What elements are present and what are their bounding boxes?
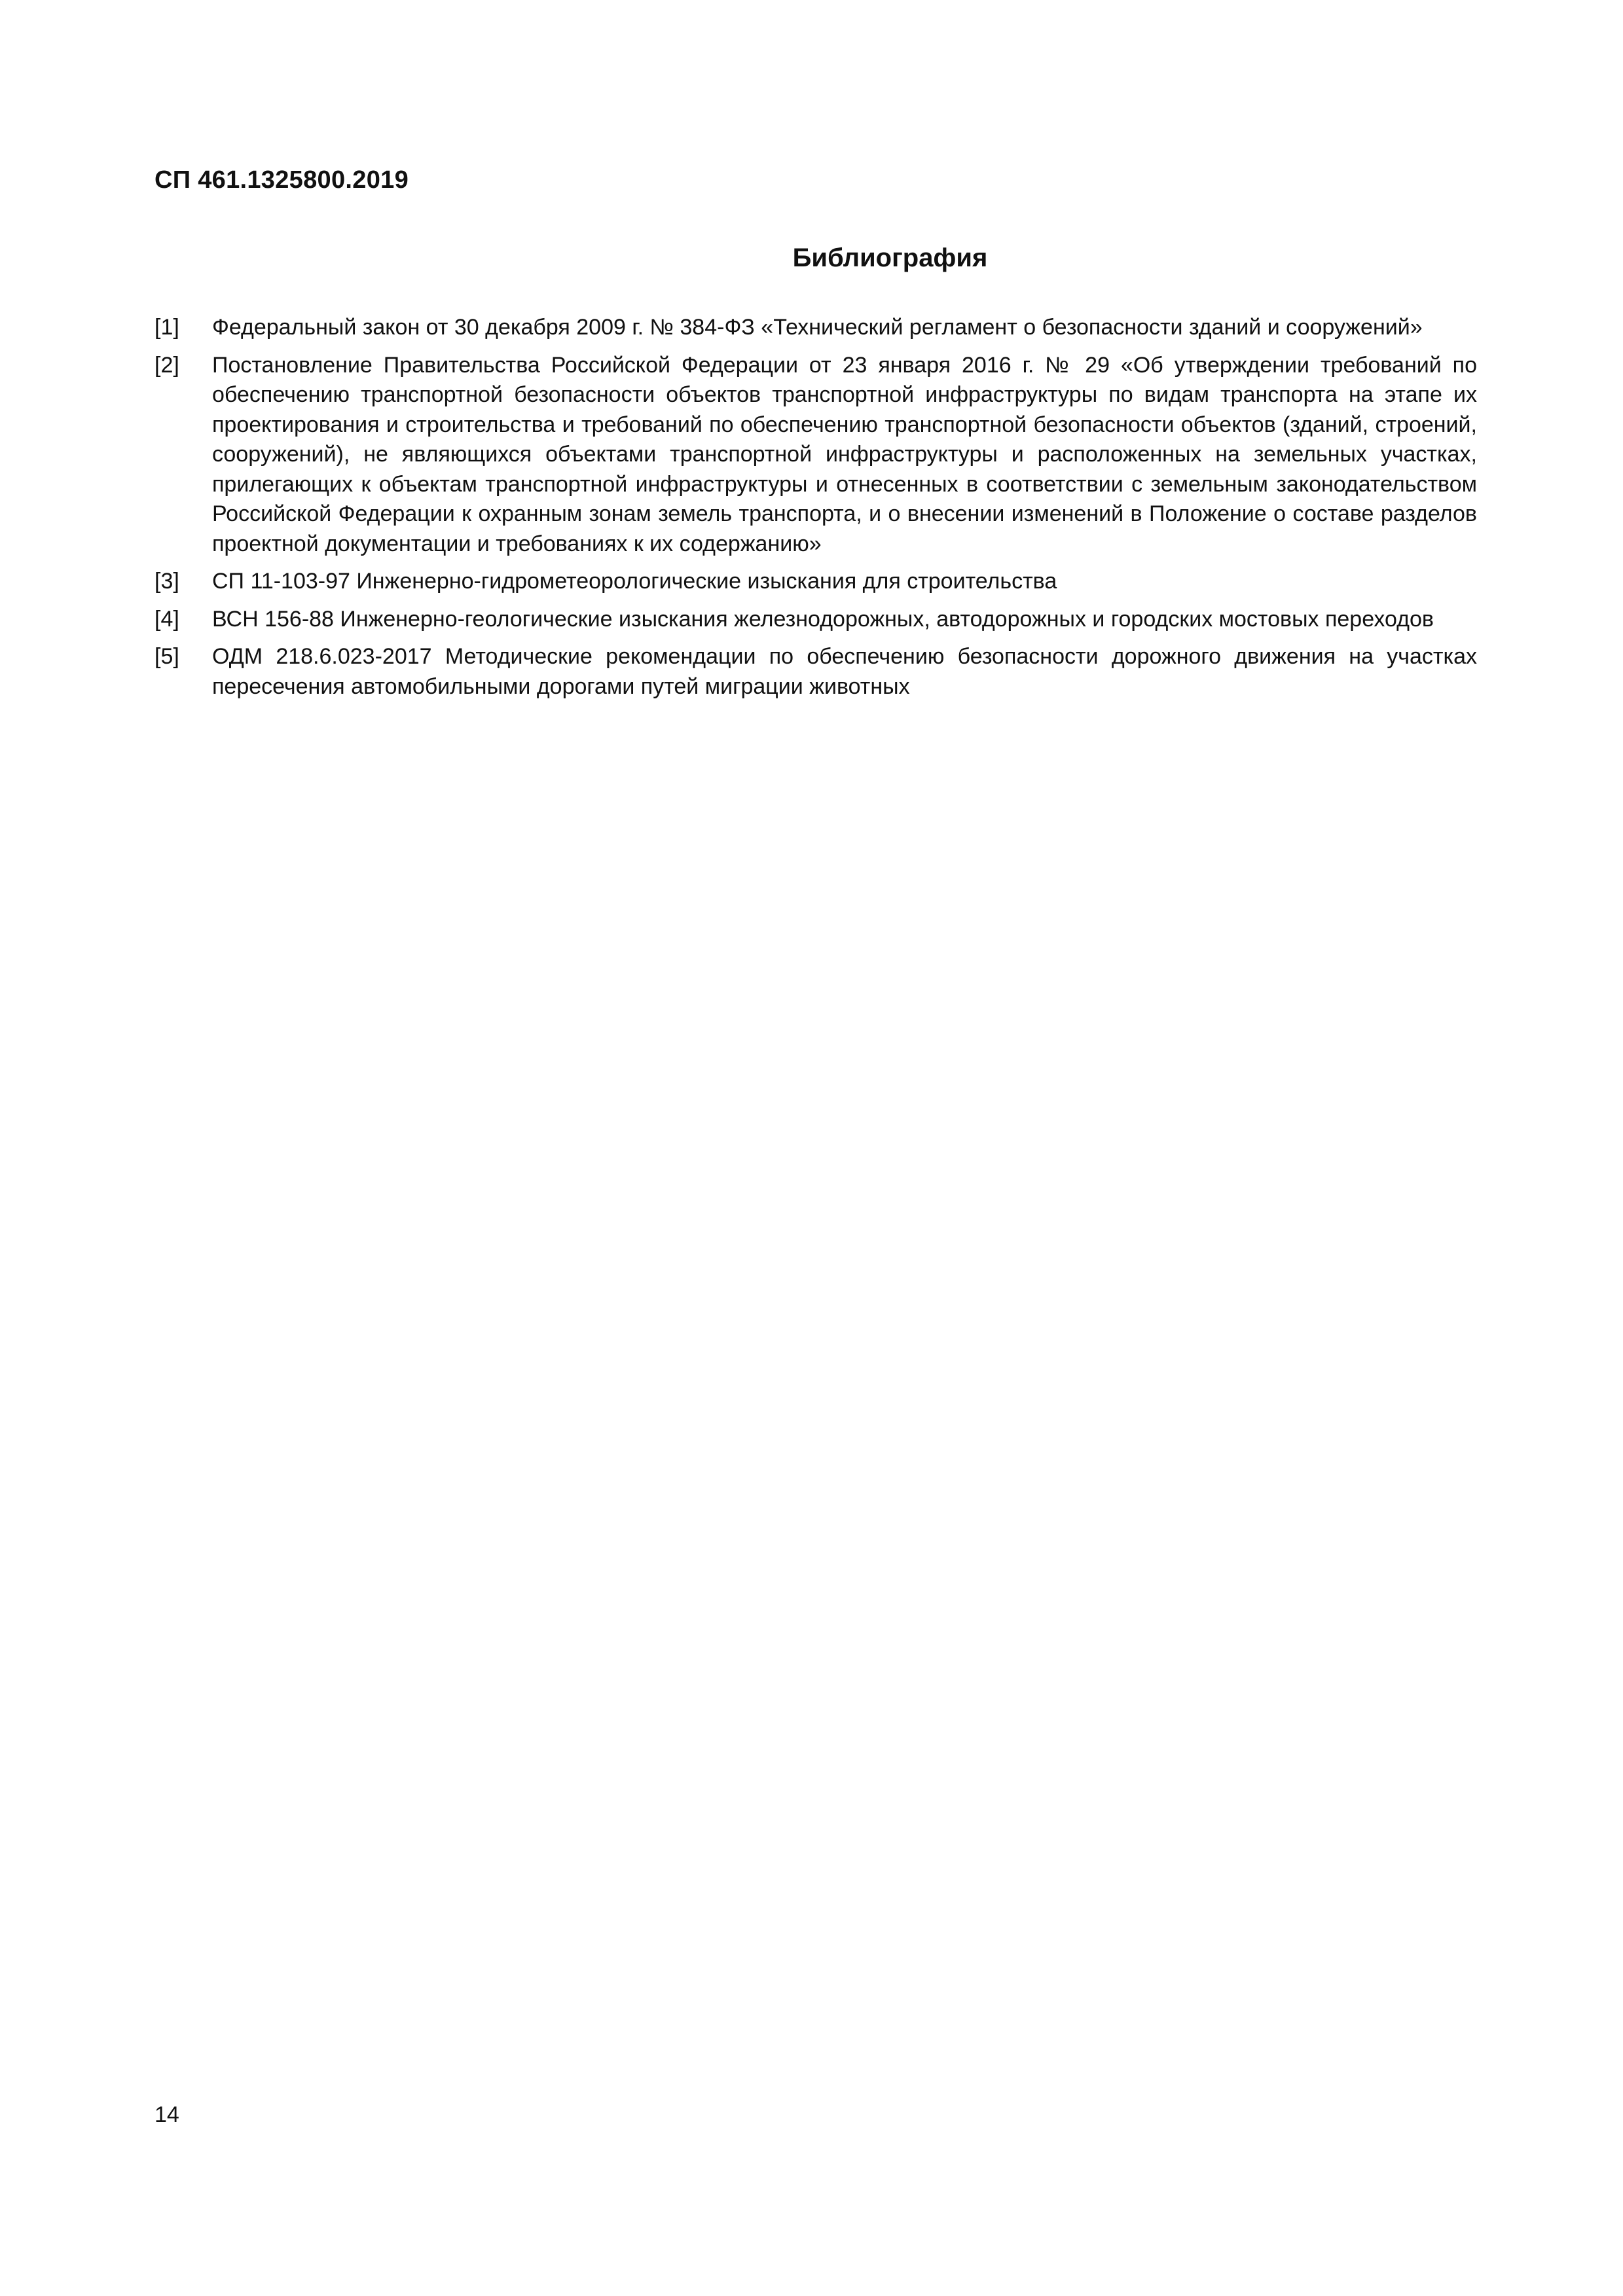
bibliography-list: [155, 313, 1477, 709]
bibliography-item-number: [1]: [155, 315, 179, 340]
document-code: СП 461.1325800.2019: [155, 166, 409, 194]
bibliography-item-text: Федеральный закон от 30 декабря 2009 г. № 384-ФЗ «Технический регламент о безопасности зданий и сооружений»: [212, 315, 1423, 340]
bibliography-item-text: СП 11-103-97 Инженерно-гидрометеорологические изыскания для строительства: [212, 569, 1057, 594]
page-number: 14: [155, 2102, 179, 2127]
bibliography-item: [155, 567, 1477, 597]
bibliography-item: [155, 313, 1477, 343]
bibliography-item-text: Постановление Правительства Российской Федерации от 23 января 2016 г. № 29 «Об утверждении требований по обеспечению транспортной безопасности объектов транспортной инфраструктуры по видам транспорта на этапе их проектирования и строительства и требований по обеспечению транспортной безопасности объектов (зданий, строений, сооружений), не являющихся объектами транспортной инфраструктуры и расположенных на земельных участках, прилегающих к объектам транспортной инфраструктуры и отнесенных в соответствии с земельным законодательством Российской Федерации к охранным зонам земель транспорта, и о внесении изменений в Положение о составе разделов проектной документации и требованиях к их содержанию»: [212, 352, 1477, 556]
section-title: Библиография: [792, 243, 988, 272]
bibliography-item-text: ВСН 156-88 Инженерно-геологические изыскания железнодорожных, автодорожных и городских мостовых переходов: [212, 606, 1434, 632]
bibliography-item-number: [4]: [155, 606, 179, 632]
bibliography-item: [155, 642, 1477, 702]
bibliography-item-number: [3]: [155, 569, 179, 594]
bibliography-item-number: [5]: [155, 644, 179, 669]
bibliography-item: [155, 605, 1477, 635]
bibliography-item: [155, 351, 1477, 560]
bibliography-item-text: ОДМ 218.6.023-2017 Методические рекомендации по обеспечению безопасности дорожного движения на участках пересечения автомобильными дорогами путей миграции животных: [212, 644, 1477, 699]
bibliography-item-number: [2]: [155, 352, 179, 378]
